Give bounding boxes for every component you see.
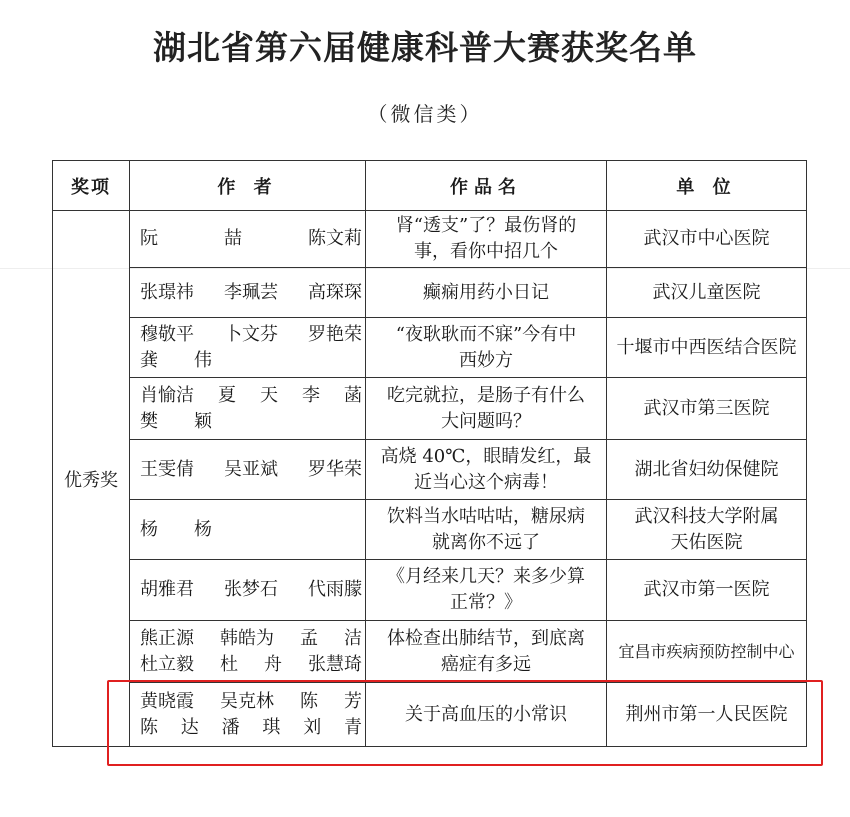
unit-cell bbox=[607, 440, 807, 500]
work-title-cell bbox=[366, 621, 607, 683]
authors-cell bbox=[130, 211, 366, 268]
author-name: 孟 bbox=[300, 627, 318, 649]
unit-cell bbox=[607, 378, 807, 440]
author-name: 黄晓霞 bbox=[140, 690, 194, 712]
author-name: 高琛琛 bbox=[308, 281, 362, 303]
author-line bbox=[140, 322, 362, 348]
unit-line: 湖北省妇幼保健院 bbox=[634, 458, 779, 480]
author-name: 刘 bbox=[303, 716, 322, 738]
unit-line: 武汉市第三医院 bbox=[643, 397, 770, 419]
author-line bbox=[140, 577, 362, 603]
header-work: 作品名 bbox=[366, 161, 607, 211]
unit-cell bbox=[607, 318, 807, 378]
author-name: 杜立毅 bbox=[140, 653, 194, 675]
author-name: 菡 bbox=[344, 384, 362, 406]
author-line bbox=[140, 409, 212, 435]
authors-cell bbox=[130, 440, 366, 500]
work-title-cell bbox=[366, 378, 607, 440]
work-title-cell bbox=[366, 560, 607, 621]
author-name: 陈文莉 bbox=[308, 228, 362, 249]
author-name: 青 bbox=[343, 716, 362, 738]
work-title-line: 吃完就拉，是肠子有什么 bbox=[387, 384, 585, 406]
unit-cell bbox=[607, 621, 807, 683]
author-name: 吴亚斌 bbox=[224, 458, 278, 480]
highlight-box bbox=[107, 680, 823, 766]
work-title-cell bbox=[366, 440, 607, 500]
work-title-cell bbox=[366, 318, 607, 378]
author-name: 阮 bbox=[140, 228, 158, 249]
work-title-cell bbox=[366, 500, 607, 560]
unit-line: 武汉市第一医院 bbox=[643, 579, 770, 600]
work-title-cell bbox=[366, 268, 607, 318]
author-name: 杜 bbox=[220, 653, 238, 675]
authors-cell bbox=[130, 318, 366, 378]
author-name: 潘 bbox=[221, 716, 240, 738]
authors-cell bbox=[130, 560, 366, 621]
author-name: 王雯倩 bbox=[140, 458, 194, 480]
author-name: 杨 bbox=[194, 518, 212, 540]
author-name: 喆 bbox=[224, 228, 242, 249]
document-title: 湖北省第六届健康科普大赛获奖名单 bbox=[153, 28, 697, 67]
table-row bbox=[53, 318, 807, 378]
author-name: 张璟祎 bbox=[140, 281, 194, 303]
author-name: 肖愉洁 bbox=[140, 384, 194, 406]
authors-cell bbox=[130, 500, 366, 560]
author-name: 洁 bbox=[344, 627, 362, 649]
document-subtitle: （微信类） bbox=[367, 102, 483, 126]
work-title-line: 《月经来几天？来多少算 bbox=[387, 566, 585, 587]
author-line bbox=[140, 383, 362, 409]
work-title-line: 肾“透支”了？最伤肾的 bbox=[395, 215, 577, 236]
table-row bbox=[53, 268, 807, 318]
table-row bbox=[53, 378, 807, 440]
unit-line: 武汉儿童医院 bbox=[652, 281, 761, 303]
author-name: 李 bbox=[302, 384, 320, 406]
table-row bbox=[53, 440, 807, 500]
unit-line: 天佑医院 bbox=[670, 531, 743, 553]
table-body bbox=[53, 211, 807, 747]
authors-cell bbox=[130, 621, 366, 683]
author-line bbox=[140, 652, 362, 678]
work-title-line: 关于高血压的小常识 bbox=[405, 703, 567, 725]
author-line bbox=[140, 226, 362, 252]
author-name: 张慧琦 bbox=[308, 653, 362, 675]
unit-line: 荆州市第一人民医院 bbox=[625, 703, 788, 725]
author-line bbox=[140, 457, 362, 483]
author-name: 琪 bbox=[262, 716, 281, 738]
table-row bbox=[53, 500, 807, 560]
author-name: 穆敬平 bbox=[140, 323, 194, 345]
work-title-line: 癫痫用药小日记 bbox=[423, 281, 549, 303]
author-line bbox=[140, 626, 362, 652]
work-title-line: 事，看你中招几个 bbox=[414, 241, 558, 262]
author-name: 罗艳荣 bbox=[308, 323, 362, 345]
authors-cell bbox=[130, 378, 366, 440]
table-header-row bbox=[53, 161, 807, 211]
unit-line: 宜昌市疾病预防控制中心 bbox=[618, 641, 795, 661]
author-name: 李珮芸 bbox=[224, 281, 278, 303]
unit-cell bbox=[607, 560, 807, 621]
author-name: 天 bbox=[260, 384, 278, 406]
work-title-line: 大问题吗？ bbox=[441, 410, 531, 432]
work-title-line: 近当心这个病毒！ bbox=[414, 471, 558, 493]
header-authors: 作 者 bbox=[130, 161, 366, 211]
unit-line: 武汉市中心医院 bbox=[643, 228, 770, 249]
work-title-line: 癌症有多远 bbox=[441, 653, 531, 675]
author-name: 夏 bbox=[218, 384, 236, 406]
work-title-line: 就离你不远了 bbox=[432, 531, 540, 553]
author-name: 吴克林 bbox=[220, 690, 274, 712]
header-unit: 单 位 bbox=[607, 161, 807, 211]
author-name: 罗华荣 bbox=[308, 458, 362, 480]
author-line bbox=[140, 517, 212, 543]
unit-line: 武汉科技大学附属 bbox=[634, 505, 779, 527]
table-row bbox=[53, 560, 807, 621]
work-title-line: “夜耿耿而不寐”今有中 bbox=[395, 323, 577, 345]
author-name: 颖 bbox=[194, 410, 212, 432]
author-name: 熊正源 bbox=[140, 627, 194, 649]
table-row bbox=[53, 621, 807, 683]
author-name: 卜文芬 bbox=[224, 323, 278, 345]
unit-cell bbox=[607, 211, 807, 268]
author-name: 杨 bbox=[140, 518, 158, 540]
work-title-line: 体检查出肺结节，到底离 bbox=[387, 627, 585, 649]
author-name: 达 bbox=[180, 716, 199, 738]
author-name: 舟 bbox=[264, 653, 282, 675]
work-title-line: 高烧 40℃，眼睛发红，最 bbox=[380, 445, 592, 467]
author-name: 胡雅君 bbox=[140, 579, 194, 600]
work-title-cell bbox=[366, 211, 607, 268]
work-title-line: 饮料当水咕咕咕，糖尿病 bbox=[387, 505, 585, 527]
author-name: 代雨朦 bbox=[308, 579, 362, 600]
author-line bbox=[140, 348, 212, 374]
author-name: 芳 bbox=[344, 690, 362, 712]
award-category: 优秀奖 bbox=[53, 211, 130, 747]
author-name: 张梦石 bbox=[224, 579, 278, 600]
authors-cell bbox=[130, 268, 366, 318]
work-title-line: 正常？》 bbox=[450, 592, 522, 613]
author-name: 韩皓为 bbox=[220, 627, 274, 649]
author-name: 伟 bbox=[194, 349, 212, 371]
author-name: 陈 bbox=[300, 690, 318, 712]
header-award: 奖项 bbox=[53, 161, 130, 211]
work-title-line: 西妙方 bbox=[459, 349, 513, 371]
table-row bbox=[53, 211, 807, 268]
unit-cell bbox=[607, 268, 807, 318]
author-name: 陈 bbox=[140, 716, 158, 738]
award-table bbox=[52, 160, 807, 747]
unit-line: 十堰市中西医结合医院 bbox=[616, 336, 797, 358]
author-line bbox=[140, 280, 362, 306]
unit-cell bbox=[607, 500, 807, 560]
author-name: 龚 bbox=[140, 349, 158, 371]
author-name: 樊 bbox=[140, 410, 158, 432]
